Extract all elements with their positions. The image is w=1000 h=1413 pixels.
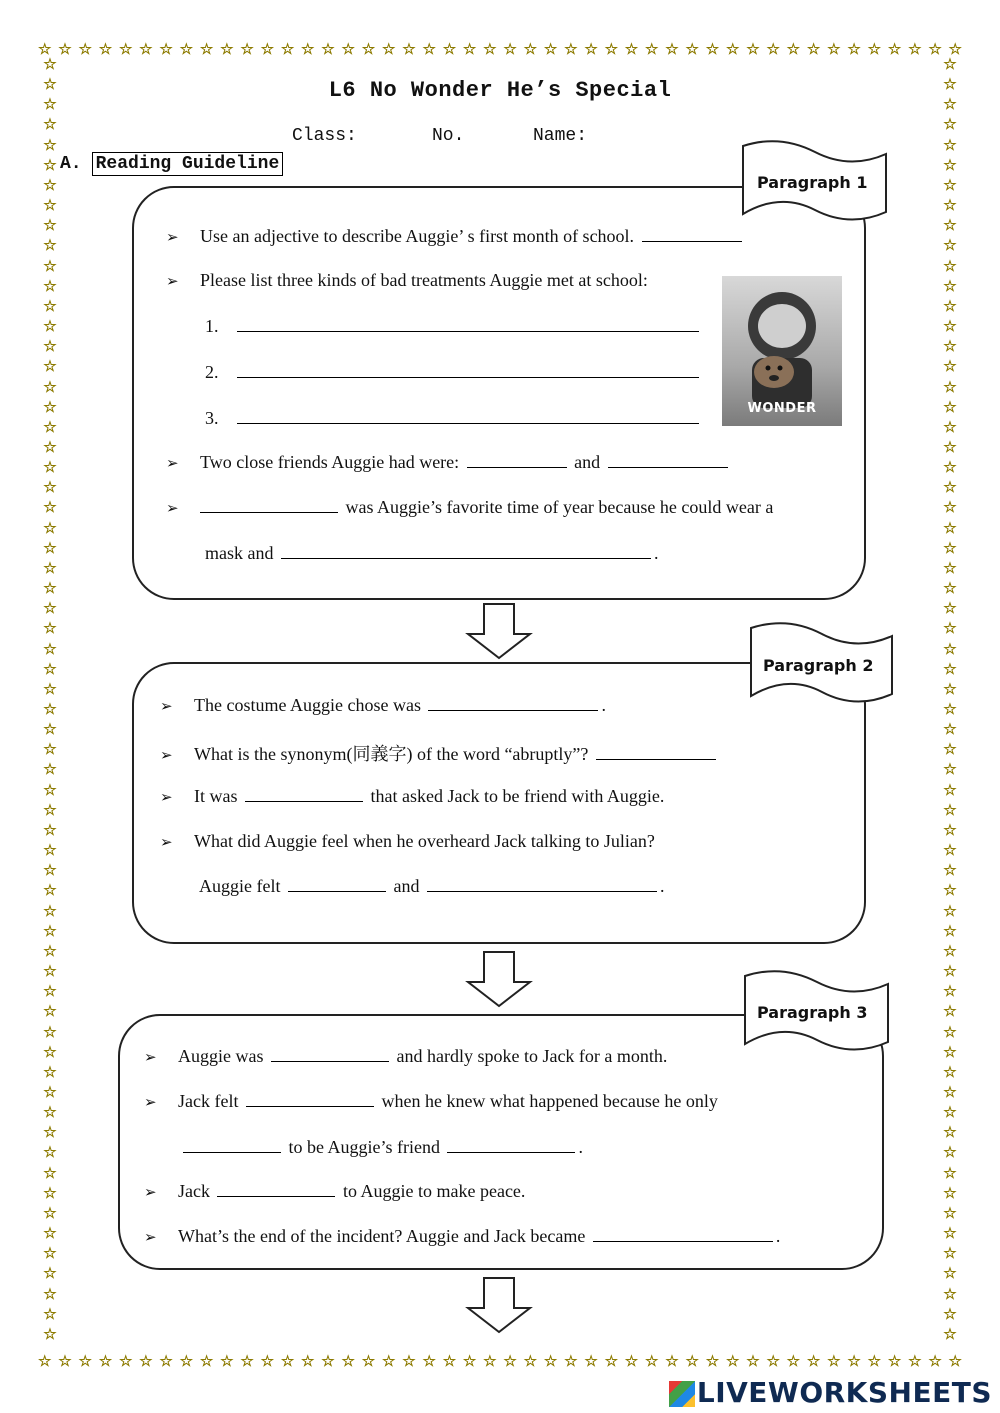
star-icon: ☆ [766,42,780,58]
p2-question-1: ➢ The costume Auggie chose was . [160,695,606,715]
p1-question-1: ➢ Use an adjective to describe Auggie’ s first month of school. [166,226,745,247]
p1-list-blank-2[interactable] [237,376,699,378]
star-icon: ☆ [43,1205,57,1222]
star-icon: ☆ [462,1354,477,1370]
star-icon: ☆ [43,298,57,315]
star-icon: ☆ [38,42,52,58]
star-icon: ☆ [887,42,902,58]
star-icon: ☆ [43,218,57,235]
star-icon: ☆ [43,782,57,799]
star-icon: ☆ [943,298,957,315]
star-icon: ☆ [847,42,861,58]
star-icon: ☆ [118,42,133,58]
star-icon: ☆ [943,984,957,1001]
star-icon: ☆ [462,42,477,58]
star-icon: ☆ [943,782,957,799]
star-icon: ☆ [867,42,882,58]
p3-question-3: ➢ Jack to Auggie to make peace. [144,1181,526,1201]
paragraph-3-flag-label: Paragraph 3 [757,1003,868,1022]
star-icon: ☆ [43,742,57,759]
star-icon: ☆ [943,843,957,860]
star-icon: ☆ [943,581,957,598]
star-icon: ☆ [422,1354,436,1370]
star-border-top [38,40,962,60]
star-icon: ☆ [43,641,57,658]
star-icon: ☆ [746,1354,760,1370]
p3-q4-blank[interactable] [593,1240,773,1242]
star-icon: ☆ [943,863,957,880]
star-icon: ☆ [948,42,962,58]
star-icon: ☆ [943,540,957,557]
name-label: Name: [533,126,588,146]
star-icon: ☆ [705,1354,720,1370]
star-icon: ☆ [280,42,295,58]
wonder-book-cover-image [722,276,842,426]
star-icon: ☆ [220,1354,234,1370]
star-icon: ☆ [943,943,957,960]
star-icon: ☆ [943,883,957,900]
star-icon: ☆ [943,923,957,940]
p1-q3-blank-2[interactable] [608,466,728,468]
star-icon: ☆ [685,42,699,58]
star-icon: ☆ [523,42,538,58]
star-icon: ☆ [943,681,957,698]
star-icon: ☆ [422,42,436,58]
star-icon: ☆ [705,42,720,58]
star-icon: ☆ [280,1354,295,1370]
star-icon: ☆ [442,1354,457,1370]
star-icon: ☆ [943,1226,957,1243]
p3-question-4: ➢ What’s the end of the incident? Auggie and Jack became . [144,1226,781,1246]
star-icon: ☆ [43,1286,57,1303]
star-icon: ☆ [943,1084,957,1101]
star-icon: ☆ [43,1266,57,1283]
star-icon: ☆ [827,42,841,58]
star-icon: ☆ [943,500,957,517]
p1-list-blank-3[interactable] [237,422,699,424]
star-icon: ☆ [43,621,57,638]
p2-question-2: ➢ What is the synonym(同義字) of the word “abruptly”? [160,740,719,766]
star-icon: ☆ [43,1226,57,1243]
star-icon: ☆ [604,42,619,58]
star-icon: ☆ [665,42,679,58]
star-icon: ☆ [943,359,957,376]
star-icon: ☆ [43,1306,57,1323]
star-icon: ☆ [43,500,57,517]
p1-q4-blank-2[interactable] [281,557,651,559]
star-icon: ☆ [381,1354,396,1370]
star-icon: ☆ [685,1354,699,1370]
star-icon: ☆ [43,117,57,134]
star-icon: ☆ [43,1125,57,1142]
star-icon: ☆ [43,177,57,194]
wonder-caption: WONDER [747,401,817,416]
star-icon: ☆ [43,359,57,376]
star-icon: ☆ [943,1024,957,1041]
p1-question-3: ➢ Two close friends Auggie had were: and [166,452,731,473]
star-icon: ☆ [260,1354,275,1370]
star-icon: ☆ [943,822,957,839]
star-icon: ☆ [98,42,113,58]
star-icon: ☆ [240,1354,254,1370]
star-icon: ☆ [43,661,57,678]
star-icon: ☆ [943,1125,957,1142]
star-icon: ☆ [43,339,57,356]
star-icon: ☆ [887,1354,902,1370]
star-icon: ☆ [827,1354,841,1370]
bullet-icon: ➢ [166,501,179,517]
star-icon: ☆ [786,42,801,58]
star-icon: ☆ [943,238,957,255]
star-icon: ☆ [943,379,957,396]
star-icon: ☆ [943,480,957,497]
star-icon: ☆ [43,581,57,598]
section-title: Reading Guideline [92,152,284,176]
p2-question-4: ➢ What did Auggie feel when he overheard Jack talking to Julian? [160,831,655,851]
star-icon: ☆ [159,42,173,58]
star-icon: ☆ [43,1145,57,1162]
star-icon: ☆ [43,702,57,718]
star-icon: ☆ [43,883,57,900]
star-icon: ☆ [543,42,558,58]
star-icon: ☆ [483,42,497,58]
star-icon: ☆ [43,1084,57,1101]
star-icon: ☆ [943,802,957,819]
star-icon: ☆ [260,42,275,58]
star-icon: ☆ [943,1205,957,1222]
star-icon: ☆ [139,1354,153,1370]
star-icon: ☆ [139,42,153,58]
down-arrow-icon [464,1276,534,1334]
star-icon: ☆ [503,42,517,58]
star-icon: ☆ [943,1286,957,1303]
star-icon: ☆ [943,1246,957,1263]
star-icon: ☆ [43,1185,57,1202]
star-icon: ☆ [943,137,957,154]
star-icon: ☆ [943,1165,957,1182]
star-icon: ☆ [402,1354,416,1370]
bullet-icon: ➢ [160,699,173,715]
star-icon: ☆ [179,42,194,58]
star-icon: ☆ [43,762,57,779]
star-icon: ☆ [43,843,57,860]
section-heading [60,154,283,174]
p3-question-2: ➢ Jack felt when he knew what happened because he only [144,1091,718,1111]
star-icon: ☆ [38,1354,52,1370]
star-icon: ☆ [943,278,957,295]
star-icon: ☆ [321,42,335,58]
star-icon: ☆ [43,601,57,618]
section-letter: A. [60,154,82,174]
star-icon: ☆ [341,1354,355,1370]
star-icon: ☆ [943,339,957,356]
star-border-left [40,55,60,1345]
star-icon: ☆ [240,42,254,58]
star-icon: ☆ [442,42,457,58]
p3-question-1: ➢ Auggie was and hardly spoke to Jack for a month. [144,1046,668,1066]
star-icon: ☆ [806,1354,821,1370]
star-icon: ☆ [943,218,957,235]
star-icon: ☆ [786,1354,801,1370]
star-icon: ☆ [943,1185,957,1202]
star-icon: ☆ [43,278,57,295]
p3-q2-blank-1[interactable] [246,1105,374,1107]
star-icon: ☆ [43,1024,57,1041]
star-icon: ☆ [179,1354,194,1370]
star-icon: ☆ [199,42,214,58]
star-icon: ☆ [584,42,598,58]
star-icon: ☆ [220,42,234,58]
star-icon: ☆ [943,1004,957,1021]
star-icon: ☆ [943,419,957,436]
star-icon: ☆ [943,1145,957,1162]
star-icon: ☆ [118,1354,133,1370]
p1-question-4-cont: mask and . [205,543,659,563]
star-icon: ☆ [43,722,57,739]
p3-q1-blank[interactable] [271,1060,389,1062]
p1-q3-blank-1[interactable] [467,466,567,468]
star-icon: ☆ [943,177,957,194]
star-icon: ☆ [43,540,57,557]
p2-question-3: ➢ It was that asked Jack to be friend with Auggie. [160,786,665,806]
star-icon: ☆ [43,439,57,456]
star-border-bottom [38,1352,962,1372]
p1-list-item-1: 1. [205,316,702,337]
p1-list-blank-1[interactable] [237,330,699,332]
star-icon: ☆ [43,1044,57,1061]
star-icon: ☆ [43,399,57,416]
star-icon: ☆ [943,319,957,336]
star-icon: ☆ [159,1354,173,1370]
number-label: No. [432,126,465,146]
star-icon: ☆ [43,923,57,940]
star-icon: ☆ [43,419,57,436]
star-icon: ☆ [943,1044,957,1061]
star-icon: ☆ [43,520,57,537]
bullet-icon: ➢ [144,1230,157,1246]
bullet-icon: ➢ [166,230,179,246]
star-icon: ☆ [43,198,57,215]
star-icon: ☆ [943,621,957,638]
star-icon: ☆ [43,1004,57,1021]
star-icon: ☆ [43,802,57,819]
p3-q3-blank[interactable] [217,1195,335,1197]
star-icon: ☆ [943,399,957,416]
star-icon: ☆ [43,943,57,960]
star-icon: ☆ [341,42,355,58]
liveworksheets-logo: LIVEWORKSHEETS [669,1376,992,1409]
star-icon: ☆ [943,1105,957,1122]
star-icon: ☆ [58,1354,72,1370]
star-icon: ☆ [943,97,957,114]
star-icon: ☆ [43,1105,57,1122]
star-icon: ☆ [943,439,957,456]
down-arrow-icon [464,602,534,660]
p1-q1-blank[interactable] [642,240,742,242]
star-icon: ☆ [943,964,957,981]
star-icon: ☆ [943,1266,957,1283]
p2-q4-blank-2[interactable] [427,890,657,892]
star-icon: ☆ [928,42,942,58]
bullet-icon: ➢ [166,274,179,290]
star-icon: ☆ [402,42,416,58]
star-icon: ☆ [43,258,57,275]
star-icon: ☆ [43,903,57,920]
star-icon: ☆ [78,1354,92,1370]
star-icon: ☆ [43,137,57,154]
p1-list-item-3: 3. [205,408,702,429]
star-icon: ☆ [199,1354,214,1370]
p2-q4-blank-1[interactable] [288,890,386,892]
star-icon: ☆ [543,1354,558,1370]
star-icon: ☆ [943,460,957,477]
star-icon: ☆ [867,1354,882,1370]
star-icon: ☆ [943,560,957,577]
star-icon: ☆ [645,42,659,58]
star-icon: ☆ [43,681,57,698]
star-icon: ☆ [43,1064,57,1081]
star-icon: ☆ [943,641,957,658]
star-icon: ☆ [806,42,821,58]
star-icon: ☆ [321,1354,335,1370]
star-icon: ☆ [943,57,957,73]
p2-q2-blank[interactable] [596,758,716,760]
star-icon: ☆ [665,1354,679,1370]
star-icon: ☆ [43,984,57,1001]
star-icon: ☆ [98,1354,113,1370]
star-icon: ☆ [301,1354,315,1370]
star-icon: ☆ [43,964,57,981]
star-icon: ☆ [584,1354,598,1370]
star-icon: ☆ [43,77,57,94]
star-icon: ☆ [943,520,957,537]
star-icon: ☆ [943,77,957,94]
star-icon: ☆ [943,903,957,920]
star-icon: ☆ [943,742,957,759]
p3-question-2-cont: to be Auggie’s friend . [183,1137,583,1158]
star-icon: ☆ [361,42,376,58]
p1-list-item-2: 2. [205,362,702,383]
star-icon: ☆ [943,661,957,678]
bullet-icon: ➢ [144,1185,157,1201]
star-icon: ☆ [645,1354,659,1370]
star-icon: ☆ [943,601,957,618]
star-icon: ☆ [43,157,57,174]
star-icon: ☆ [943,117,957,134]
star-icon: ☆ [43,1326,57,1343]
p1-question-4: ➢ was Auggie’s favorite time of year because he could wear a [166,497,774,517]
star-icon: ☆ [564,42,578,58]
p1-q4-blank-1[interactable] [200,511,338,513]
star-icon: ☆ [943,702,957,718]
class-label: Class: [292,126,357,146]
bullet-icon: ➢ [144,1050,157,1066]
star-icon: ☆ [943,258,957,275]
star-icon: ☆ [624,42,639,58]
star-border-right [940,55,960,1345]
star-icon: ☆ [847,1354,861,1370]
star-icon: ☆ [943,762,957,779]
star-icon: ☆ [943,157,957,174]
star-icon: ☆ [943,1064,957,1081]
star-icon: ☆ [624,1354,639,1370]
bullet-icon: ➢ [160,790,173,806]
star-icon: ☆ [43,97,57,114]
star-icon: ☆ [604,1354,619,1370]
p3-q2-blank-2[interactable] [183,1151,281,1153]
page-title: L6 No Wonder He’s Special [328,78,672,103]
star-icon: ☆ [928,1354,942,1370]
star-icon: ☆ [301,42,315,58]
star-icon: ☆ [523,1354,538,1370]
star-icon: ☆ [943,198,957,215]
star-icon: ☆ [43,379,57,396]
star-icon: ☆ [43,460,57,477]
star-icon: ☆ [503,1354,517,1370]
star-icon: ☆ [43,863,57,880]
paragraph-1-flag-label: Paragraph 1 [757,173,868,192]
star-icon: ☆ [725,42,740,58]
star-icon: ☆ [381,42,396,58]
p2-q1-blank[interactable] [428,709,598,711]
star-icon: ☆ [943,722,957,739]
star-icon: ☆ [43,1246,57,1263]
bullet-icon: ➢ [166,456,179,472]
star-icon: ☆ [43,822,57,839]
star-icon: ☆ [766,1354,780,1370]
star-icon: ☆ [58,42,72,58]
star-icon: ☆ [43,1165,57,1182]
star-icon: ☆ [43,480,57,497]
star-icon: ☆ [908,42,922,58]
p2-question-4-answer: Auggie felt and . [199,876,665,896]
star-icon: ☆ [43,238,57,255]
bullet-icon: ➢ [144,1095,157,1111]
star-icon: ☆ [746,42,760,58]
p1-question-2: ➢ Please list three kinds of bad treatments Auggie met at school: [166,270,648,290]
down-arrow-icon [464,950,534,1008]
p3-q2-blank-3[interactable] [447,1151,575,1153]
star-icon: ☆ [908,1354,922,1370]
star-icon: ☆ [43,560,57,577]
bullet-icon: ➢ [160,835,173,851]
star-icon: ☆ [361,1354,376,1370]
bullet-icon: ➢ [160,748,173,764]
star-icon: ☆ [725,1354,740,1370]
liveworksheets-logo-icon [669,1381,695,1407]
star-icon: ☆ [564,1354,578,1370]
star-icon: ☆ [483,1354,497,1370]
star-icon: ☆ [948,1354,962,1370]
star-icon: ☆ [43,57,57,73]
p2-q3-blank[interactable] [245,800,363,802]
star-icon: ☆ [78,42,92,58]
star-icon: ☆ [943,1306,957,1323]
star-icon: ☆ [43,319,57,336]
star-icon: ☆ [943,1326,957,1343]
paragraph-2-flag-label: Paragraph 2 [763,656,874,675]
